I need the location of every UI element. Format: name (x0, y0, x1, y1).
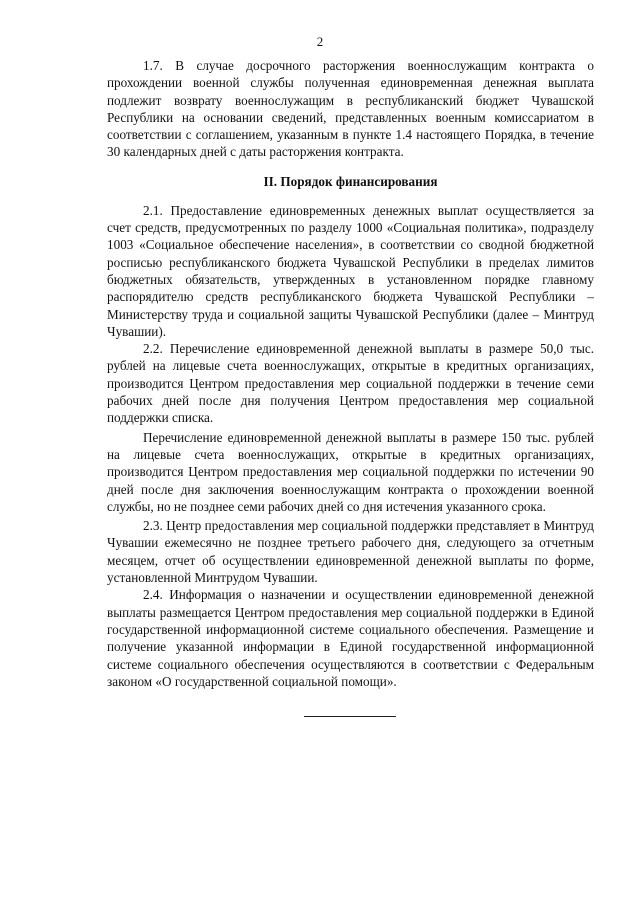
paragraph-2-2: 2.2. Перечисление единовременной денежной выплаты в размере 50,0 тыс. рублей на лицевые счета военнослужащих, открытые в кредитных организациях, производится Центром предоставления мер социальной поддержки в течение семи рабочих дней после дня получения Центром предоставления мер социальной поддержки списка. (107, 341, 594, 426)
paragraph-2-1: 2.1. Предоставление единовременных денежных выплат осуществляется за счет средств, предусмотренных по разделу 1000 «Социальная политика», подразделу 1003 «Социальное обеспечение населения», в соответствии со сводной бюджетной росписью республиканского бюджета Чувашской Республики в пределах лимитов бюджетных обязательств, утвержденных в установленном порядке главному распорядителю средств республиканского бюджета Чувашской Республики – Министерству труда и социальной защиты Чувашской Республики (далее – Минтруд Чувашии). (107, 202, 594, 339)
paragraph-2-3: 2.3. Центр предоставления мер социальной поддержки представляет в Минтруд Чувашии ежемесячно не позднее третьего рабочего дня, следующего за отчетным месяцем, отчет об осуществлении единовременной денежной выплаты по форме, установленной Минтрудом Чувашии. (107, 518, 594, 586)
page-number: 2 (316, 34, 324, 49)
paragraph-2-2-continued: Перечисление единовременной денежной выплаты в размере 150 тыс. рублей на лицевые счета военнослужащих, открытые в кредитных организациях, производится Центром предоставления мер социальной поддержки по истечении 90 дней после дня заключения военнослужащим контракта о прохождении военной службы, но не позднее семи рабочих дней со дня истечения указанного срока. (107, 429, 594, 514)
section-heading: II. Порядок финансирования (263, 173, 438, 189)
paragraph-1-7: 1.7. В случае досрочного расторжения военнослужащим контракта о прохождении военной службы полученная единовременная денежная выплата подлежит возврату военнослужащим в республиканский бюджет Чувашской Республики на основании сведений, представленных военным комиссариатом в соответствии с соглашением, указанным в пункте 1.4 настоящего Порядка, в течение 30 календарных дней с даты расторжения контракта. (107, 58, 594, 160)
paragraph-2-4: 2.4. Информация о назначении и осуществлении единовременной денежной выплаты размещается Центром предоставления мер социальной поддержки в Единой государственной информационной системе социального обеспечения. Размещение и получение указанной информации в Единой государственной информационной системе социального обеспечения осуществляются в соответствии с Федеральным законом «О государственной социальной помощи». (107, 587, 594, 689)
end-of-document-rule (304, 716, 396, 717)
document-body (107, 57, 594, 690)
